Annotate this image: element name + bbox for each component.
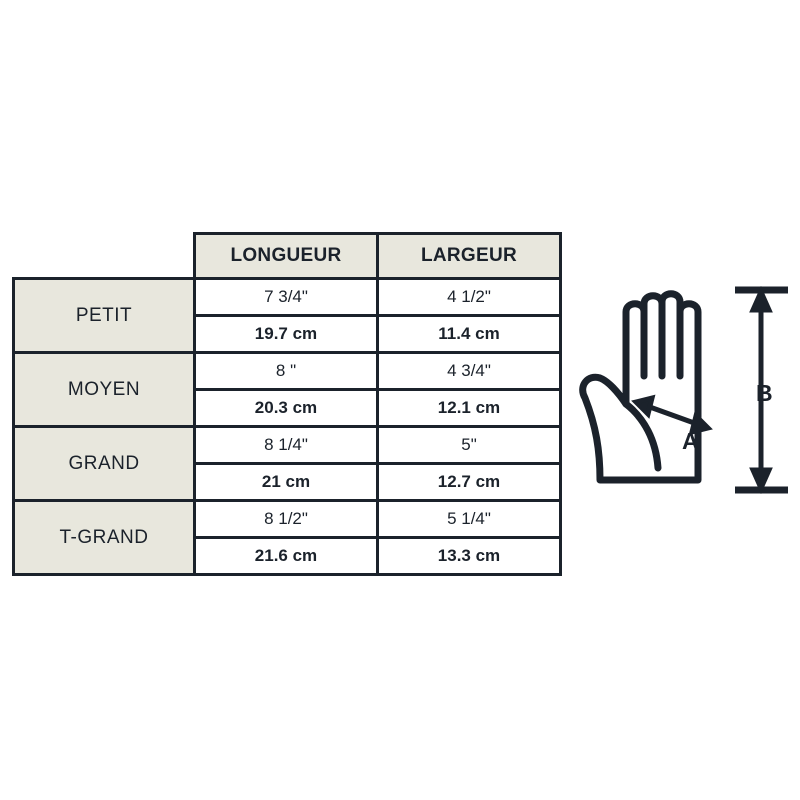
- moyen-length-in: 8 ": [195, 353, 378, 390]
- grand-width-in: 5": [378, 427, 561, 464]
- width-label-a: A: [682, 428, 699, 454]
- moyen-width-in: 4 3/4": [378, 353, 561, 390]
- header-width: LARGEUR: [378, 234, 561, 279]
- grand-width-cm: 12.7 cm: [378, 464, 561, 501]
- table-row: [14, 501, 561, 538]
- petit-width-in: 4 1/2": [378, 279, 561, 316]
- grand-length-in: 8 1/4": [195, 427, 378, 464]
- size-label-tgrand: T-GRAND: [14, 501, 195, 575]
- tgrand-length-in: 8 1/2": [195, 501, 378, 538]
- hand-measurement-diagram: [560, 268, 790, 518]
- table-header-row: [14, 234, 561, 279]
- size-chart-table: [12, 232, 562, 576]
- tgrand-width-cm: 13.3 cm: [378, 538, 561, 575]
- moyen-width-cm: 12.1 cm: [378, 390, 561, 427]
- header-corner-cell: [14, 234, 195, 279]
- size-label-moyen: MOYEN: [14, 353, 195, 427]
- grand-length-cm: 21 cm: [195, 464, 378, 501]
- length-label-b: B: [756, 380, 773, 406]
- size-label-grand: GRAND: [14, 427, 195, 501]
- table-row: [14, 279, 561, 316]
- petit-length-in: 7 3/4": [195, 279, 378, 316]
- table-row: [14, 353, 561, 390]
- moyen-length-cm: 20.3 cm: [195, 390, 378, 427]
- tgrand-width-in: 5 1/4": [378, 501, 561, 538]
- table-row: [14, 427, 561, 464]
- tgrand-length-cm: 21.6 cm: [195, 538, 378, 575]
- size-label-petit: PETIT: [14, 279, 195, 353]
- petit-length-cm: 19.7 cm: [195, 316, 378, 353]
- header-length: LONGUEUR: [195, 234, 378, 279]
- petit-width-cm: 11.4 cm: [378, 316, 561, 353]
